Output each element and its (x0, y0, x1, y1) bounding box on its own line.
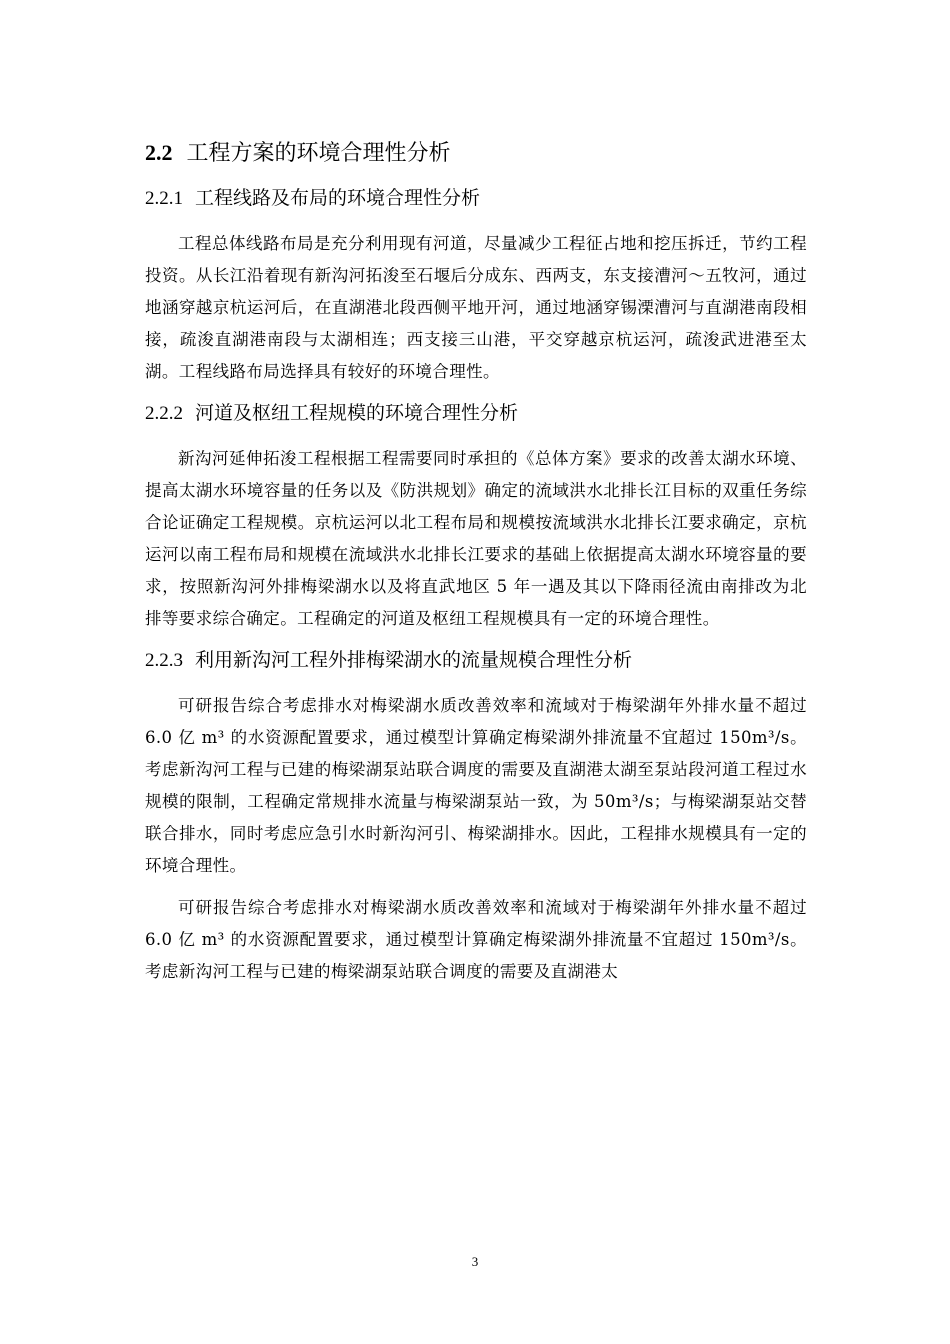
subsection-heading-2-2-3 (145, 645, 807, 676)
section-heading (145, 136, 807, 171)
subsection-number: 2.2.3 (145, 650, 183, 671)
document-body (145, 136, 807, 998)
section-number: 2.2 (145, 140, 173, 165)
section-title: 工程方案的环境合理性分析 (186, 141, 451, 166)
subsection-number: 2.2.2 (145, 403, 183, 424)
subsection-title: 利用新沟河工程外排梅梁湖水的流量规模合理性分析 (195, 649, 633, 671)
subsection-number: 2.2.1 (145, 188, 183, 209)
subsection-heading-2-2-1 (145, 183, 807, 214)
paragraph: 新沟河延伸拓浚工程根据工程需要同时承担的《总体方案》要求的改善太湖水环境、提高太湖水环境容量的任务以及《防洪规划》确定的流域洪水北排长江目标的双重任务综合论证确定工程规模。京杭运河以北工程布局和规模按流域洪水北排长江要求确定，京杭运河以南工程布局和规模在流域洪水北排长江要求的基础上依据提高太湖水环境容量的要求，按照新沟河外排梅梁湖水以及将直武地区 5 年一遇及其以下降雨径流由南排改为北排等要求综合确定。工程确定的河道及枢纽工程规模具有一定的环境合理性。 (145, 449, 807, 628)
subsection-title: 河道及枢纽工程规模的环境合理性分析 (195, 402, 519, 424)
subsection-heading-2-2-2 (145, 398, 807, 429)
paragraph: 工程总体线路布局是充分利用现有河道，尽量减少工程征占地和挖压拆迁，节约工程投资。从长江沿着现有新沟河拓浚至石堰后分成东、西两支，东支接漕河～五牧河，通过地涵穿越京杭运河后，在直湖港北段西侧平地开河，通过地涵穿锡溧漕河与直湖港南段相接，疏浚直湖港南段与太湖相连；西支接三山港，平交穿越京杭运河，疏浚武进港至太湖。工程线路布局选择具有较好的环境合理性。 (145, 234, 807, 381)
page-number: 3 (471, 1254, 479, 1269)
paragraph: 可研报告综合考虑排水对梅梁湖水质改善效率和流域对于梅梁湖年外排水量不超过 6.0 亿 m³ 的水资源配置要求，通过模型计算确定梅梁湖外排流量不宜超过 150m³/s。考虑新沟河工程与已建的梅梁湖泵站联合调度的需要及直湖港太 (145, 898, 807, 981)
subsection-title: 工程线路及布局的环境合理性分析 (195, 187, 481, 209)
paragraph: 可研报告综合考虑排水对梅梁湖水质改善效率和流域对于梅梁湖年外排水量不超过 6.0 亿 m³ 的水资源配置要求，通过模型计算确定梅梁湖外排流量不宜超过 150m³/s。考虑新沟河工程与已建的梅梁湖泵站联合调度的需要及直湖港太湖至泵站段河道工程过水规模的限制，工程确定常规排水流量与梅梁湖泵站一致，为 50m³/s；与梅梁湖泵站交替联合排水，同时考虑应急引水时新沟河引、梅梁湖排水。因此，工程排水规模具有一定的 环境合理性。 (145, 696, 807, 875)
